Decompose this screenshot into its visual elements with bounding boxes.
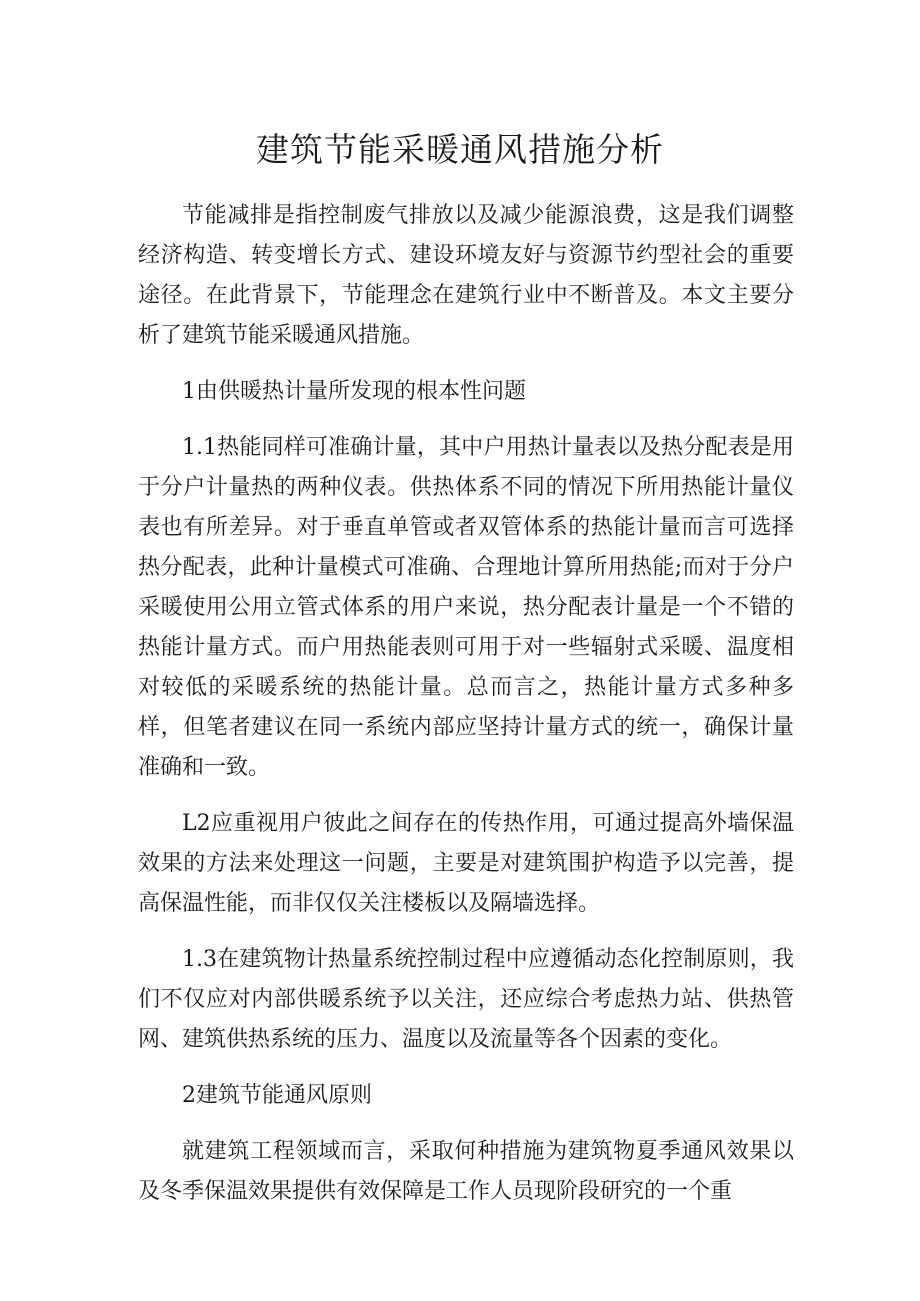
- paragraph-2: 就建筑工程领域而言，采取何种措施为建筑物夏季通风效果以及冬季保温效果提供有效保障是工作人员现阶段研究的一个重: [138, 1139, 794, 1204]
- intro-paragraph: 节能减排是指控制废气排放以及减少能源浪费，这是我们调整经济构造、转变增长方式、建设环境友好与资源节约型社会的重要途径。在此背景下，节能理念在建筑行业中不断普及。本文主要分析了建筑节能采暖通风措施。: [138, 203, 794, 348]
- section-heading-2: 2建筑节能通风原则: [182, 1083, 372, 1108]
- paragraph-1-1: 1.1热能同样可准确计量，其中户用热计量表以及热分配表是用于分户计量热的两种仪表。供热体系不同的情况下所用热能计量仪表也有所差异。对于垂直单管或者双管体系的热能计量而言可选择热分配表，此种计量模式可准确、合理地计算所用热能;而对于分户采暖使用公用立管式体系的用户来说，热分配表计量是一个不错的热能计量方式。而户用热能表则可用于对一些辐射式采暖、温度相对较低的采暖系统的热能计量。总而言之，热能计量方式多种多样，但笔者建议在同一系统内部应坚持计量方式的统一，确保计量准确和一致。: [138, 435, 794, 780]
- section-heading-1: 1由供暖热计量所发现的根本性问题: [182, 379, 526, 404]
- document-title: 建筑节能采暖通风措施分析: [256, 130, 664, 169]
- paragraph-1-2: L2应重视用户彼此之间存在的传热作用，可通过提高外墙保温效果的方法来处理这一问题，主要是对建筑围护构造予以完善，提高保温性能，而非仅仅关注楼板以及隔墙选择。: [138, 811, 794, 916]
- paragraph-1-3: 1.3在建筑物计热量系统控制过程中应遵循动态化控制原则，我们不仅应对内部供暖系统予以关注，还应综合考虑热力站、供热管网、建筑供热系统的压力、温度以及流量等各个因素的变化。: [138, 947, 794, 1052]
- document-body: [138, 196, 794, 1228]
